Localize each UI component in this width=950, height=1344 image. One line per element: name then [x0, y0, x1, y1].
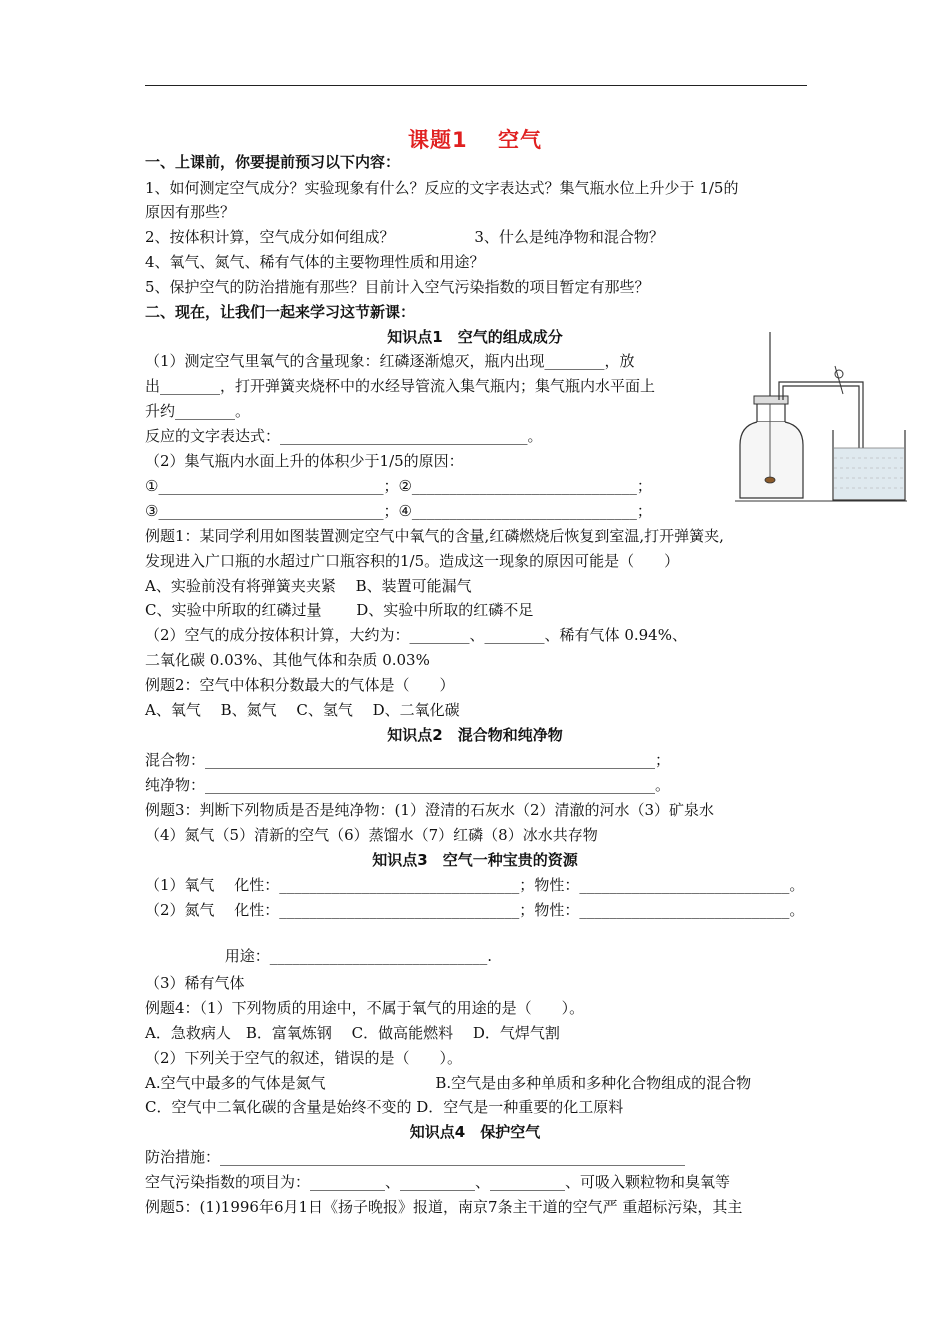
- text-line: 5、保护空气的防治措施有那些？目前计入空气污染指数的项目暂定有那些？: [145, 278, 650, 296]
- section-heading: 知识点4 保护空气: [409, 1123, 541, 1141]
- header-rule: [145, 85, 807, 86]
- text-line: 2、按体积计算，空气成分如何组成？ 3、什么是纯净物和混合物？: [145, 228, 664, 246]
- text-line: （2）集气瓶内水面上升的体积少于1/5的原因：: [145, 452, 464, 470]
- text-line: 例题5：(1)1996年6月1日《扬子晚报》报道，南京7条主干道的空气严 重超标污染，其主: [145, 1198, 743, 1216]
- text-line: A．急救病人 B．富氧炼钢 C．做高能燃料 D．气焊气割: [145, 1024, 560, 1042]
- text-line: C、实验中所取的红磷过量 D、实验中所取的红磷不足: [145, 601, 534, 619]
- text-line: 例题1：某同学利用如图装置测定空气中氧气的含量,红磷燃烧后恢复到室温,打开弹簧夹,: [145, 527, 724, 545]
- text-line: 例题3：判断下列物质是否是纯净物：(1）澄清的石灰水（2）清澈的河水（3）矿泉水: [145, 801, 715, 819]
- text-line: 出________，打开弹簧夹烧杯中的水经导管流入集气瓶内；集气瓶内水平面上: [145, 377, 656, 395]
- part-heading: 一、上课前，你要提前预习以下内容：: [145, 153, 401, 171]
- text-line: （2）下列关于空气的叙述，错误的是（ ）。: [145, 1049, 463, 1067]
- text-line: 用途：_____________________________.: [145, 947, 493, 965]
- text-line: 空气污染指数的项目为：__________、__________、__________、可吸入颗粒物和臭氧等: [145, 1173, 731, 1191]
- section-heading: 知识点1 空气的组成成分: [387, 328, 563, 346]
- text-line: 二氧化碳 0.03%、其他气体和杂质 0.03%: [145, 651, 430, 669]
- page-title: 课题1 空气: [408, 128, 542, 152]
- text-line: 原因有那些？: [145, 203, 236, 221]
- text-line: ①______________________________；②______________________________；: [145, 477, 652, 495]
- text-line: （4）氮气（5）清新的空气（6）蒸馏水（7）红磷（8）冰水共存物: [145, 826, 598, 844]
- text-line: 反应的文字表达式：_________________________________。: [145, 427, 543, 445]
- text-line: 例题4：（1）下列物质的用途中，不属于氧气的用途的是（ ）。: [145, 999, 585, 1017]
- text-line: 4、氧气、氮气、稀有气体的主要物理性质和用途？: [145, 253, 485, 271]
- oxygen-measurement-apparatus-illustration: [735, 330, 910, 510]
- text-line: 防治措施：______________________________________________________________: [145, 1148, 686, 1166]
- text-line: （3）稀有气体: [145, 974, 245, 992]
- text-line: ③______________________________；④______________________________；: [145, 502, 652, 520]
- text-line: （1）氧气 化性：________________________________；物性：____________________________。: [145, 876, 805, 894]
- section-heading: 知识点2 混合物和纯净物: [387, 726, 563, 744]
- text-line: 纯净物：____________________________________________________________。: [145, 776, 671, 794]
- text-line: （2）空气的成分按体积计算，大约为：________、________、稀有气体 0.94%、: [145, 626, 687, 644]
- text-line: A、氧气 B、氮气 C、氢气 D、二氧化碳: [145, 701, 460, 719]
- part-heading: 二、现在，让我们一起来学习这节新课：: [145, 303, 416, 321]
- text-line: 例题2：空气中体积分数最大的气体是（ ）: [145, 676, 455, 694]
- text-line: 1、如何测定空气成分？实验现象有什么？反应的文字表达式？集气瓶水位上升少于 1/5的: [145, 179, 739, 197]
- section-heading: 知识点3 空气一种宝贵的资源: [372, 851, 578, 869]
- text-line: （2）氮气 化性：________________________________；物性：____________________________。: [145, 901, 805, 919]
- text-line: C．空气中二氧化碳的含量是始终不变的 D．空气是一种重要的化工原料: [145, 1098, 624, 1116]
- text-line: A.空气中最多的气体是氮气 B.空气是由多种单质和多种化合物组成的混合物: [145, 1074, 752, 1092]
- text-line: 混合物：____________________________________________________________；: [145, 751, 671, 769]
- text-line: （1）测定空气里氧气的含量现象：红磷逐渐熄灭，瓶内出现________，放: [145, 352, 635, 370]
- text-line: A、实验前没有将弹簧夹夹紧 B、装置可能漏气: [145, 577, 472, 595]
- text-line: 发现进入广口瓶的水超过广口瓶容积的1/5。造成这一现象的原因可能是（ ）: [145, 552, 680, 570]
- text-line: 升约________。: [145, 402, 251, 420]
